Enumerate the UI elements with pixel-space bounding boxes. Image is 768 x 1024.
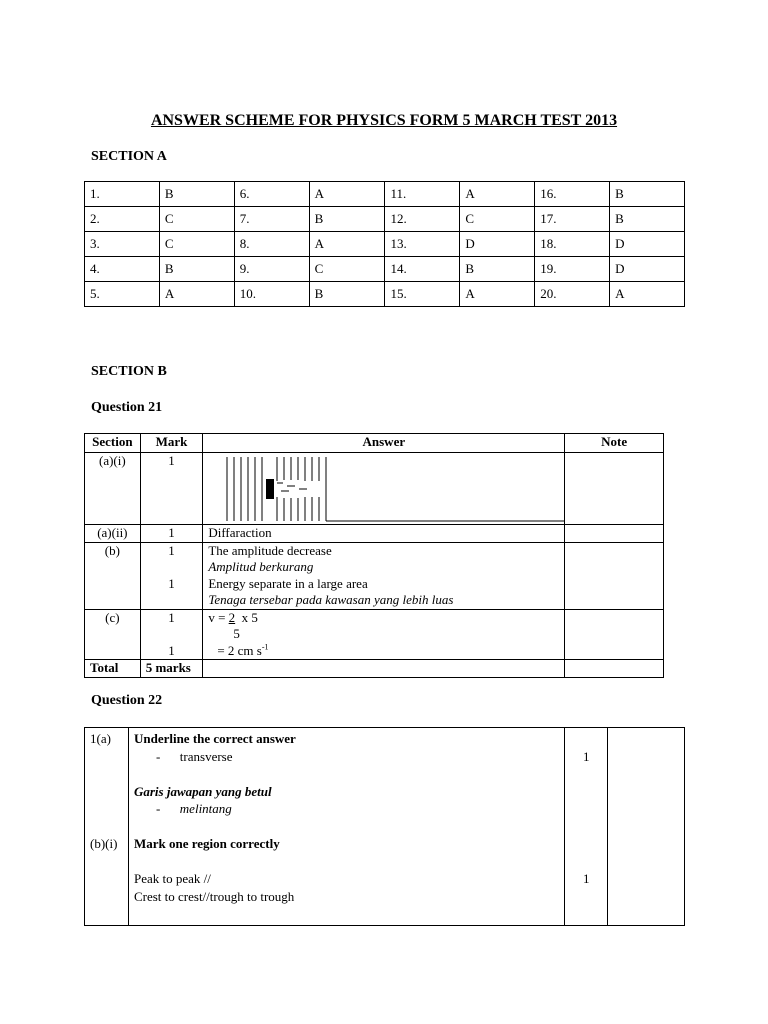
question-number-cell: 19. — [535, 257, 610, 282]
answer-line: Peak to peak // — [133, 871, 211, 886]
row-mark: 1 — [140, 525, 203, 543]
total-answer-empty — [203, 660, 565, 678]
row-section: (a)(ii) — [85, 525, 141, 543]
answer-cell: A — [309, 182, 385, 207]
answer-line: - transverse — [155, 748, 233, 764]
question-part: 1(a) — [90, 731, 111, 746]
fraction-denominator: 5 — [233, 626, 240, 641]
formula-result: = 2 cm s — [217, 642, 262, 658]
question-21-table — [84, 433, 664, 678]
barrier-block — [266, 479, 274, 499]
mark-value: 1 — [582, 871, 590, 886]
answer-line: Amplitud berkurang — [208, 559, 314, 574]
table-row — [85, 232, 685, 257]
row-answer: Diffaraction — [203, 525, 565, 543]
answer-line: - melintang — [155, 801, 232, 816]
answer-cell: B — [610, 207, 685, 232]
header-answer: Answer — [203, 434, 565, 453]
table-row — [85, 525, 664, 543]
question-number-cell: 6. — [234, 182, 309, 207]
row-section: (a)(i) — [85, 453, 141, 525]
answer-line: Tenaga tersebar pada kawasan yang lebih luas — [208, 592, 454, 607]
answer-cell: B — [309, 282, 385, 307]
question-number-cell: 7. — [234, 207, 309, 232]
answer-line: Garis jawapan yang betul — [133, 783, 272, 799]
question-number-cell: 1. — [85, 182, 160, 207]
table-row — [85, 282, 685, 307]
table-header-row — [85, 434, 664, 453]
wave-diagram-cell — [203, 453, 565, 525]
row-note — [565, 542, 664, 609]
answer-cell: B — [610, 182, 685, 207]
mark-value: 1 — [168, 542, 175, 558]
answer-cell: A — [309, 232, 385, 257]
section-a-table — [84, 181, 685, 307]
question-number-cell — [85, 728, 129, 926]
formula-times: x 5 — [235, 609, 258, 625]
table-row — [85, 207, 685, 232]
total-label: Total — [85, 660, 141, 678]
answer-cell: C — [159, 232, 234, 257]
table-row — [85, 542, 664, 609]
row-note — [565, 525, 664, 543]
answer-cell: D — [610, 232, 685, 257]
question-number-cell: 8. — [234, 232, 309, 257]
question-number-cell: 18. — [535, 232, 610, 257]
table-row — [85, 257, 685, 282]
question-number-cell: 4. — [85, 257, 160, 282]
answer-cell: D — [460, 232, 535, 257]
page-title: ANSWER SCHEME FOR PHYSICS FORM 5 MARCH TEST 2013 — [150, 112, 618, 129]
table-row — [85, 609, 664, 660]
question-21-heading: Question 21 — [91, 400, 163, 415]
header-mark: Mark — [140, 434, 203, 453]
answer-cell: C — [309, 257, 385, 282]
question-number-cell: 13. — [385, 232, 460, 257]
question-number-cell: 20. — [535, 282, 610, 307]
answer-line: Underline the correct answer — [133, 731, 296, 746]
total-note-empty — [565, 660, 664, 678]
mark-value: 1 — [168, 609, 175, 625]
question-number-cell: 17. — [535, 207, 610, 232]
question-number-cell: 15. — [385, 282, 460, 307]
answer-cell: C — [159, 207, 234, 232]
row-section: (b) — [85, 542, 141, 609]
row-mark: 1 — [140, 453, 203, 525]
answer-line: Crest to crest//trough to trough — [133, 888, 295, 904]
section-b-heading: SECTION B — [91, 364, 167, 379]
section-a-heading: SECTION A — [91, 149, 167, 164]
mark-value: 1 — [168, 642, 175, 658]
row-note — [565, 453, 664, 525]
table-row — [85, 453, 664, 525]
answer-cell: C — [460, 207, 535, 232]
row-mark — [140, 609, 203, 660]
answer-cell: D — [610, 257, 685, 282]
question-22-table — [84, 727, 685, 926]
answer-cell: A — [460, 282, 535, 307]
row-answer — [203, 609, 565, 660]
answer-line: Energy separate in a large area — [208, 575, 368, 591]
question-number-cell: 16. — [535, 182, 610, 207]
mark-value: 1 — [582, 748, 590, 764]
answer-cell: B — [159, 257, 234, 282]
header-section: Section — [85, 434, 141, 453]
total-marks: 5 marks — [140, 660, 203, 678]
row-mark — [140, 542, 203, 609]
question-number-cell: 2. — [85, 207, 160, 232]
answer-cell: A — [159, 282, 234, 307]
answer-cell: A — [610, 282, 685, 307]
answer-line: The amplitude decrease — [208, 542, 332, 558]
answer-cell: B — [460, 257, 535, 282]
formula-result-exponent: -1 — [261, 642, 269, 652]
table-row — [85, 728, 685, 926]
answer-cell — [128, 728, 564, 926]
table-row — [85, 182, 685, 207]
formula-result-line — [208, 643, 564, 660]
question-number-cell: 11. — [385, 182, 460, 207]
question-number-cell: 5. — [85, 282, 160, 307]
answer-cell: B — [309, 207, 385, 232]
question-22-heading: Question 22 — [91, 693, 163, 708]
formula-line — [208, 610, 564, 627]
question-number-cell: 10. — [234, 282, 309, 307]
diffraction-wave-diagram — [203, 453, 564, 524]
note-cell — [608, 728, 685, 926]
mark-value: 1 — [168, 575, 175, 591]
row-section: (c) — [85, 609, 141, 660]
row-answer — [203, 542, 565, 609]
answer-line: Mark one region correctly — [133, 836, 280, 851]
question-number-cell: 12. — [385, 207, 460, 232]
mark-cell — [565, 728, 608, 926]
question-part: (b)(i) — [90, 836, 118, 851]
question-number-cell: 3. — [85, 232, 160, 257]
formula-prefix: v = — [208, 609, 229, 625]
question-number-cell: 14. — [385, 257, 460, 282]
answer-cell: A — [460, 182, 535, 207]
fraction-numerator: 2 — [228, 609, 236, 625]
header-note: Note — [565, 434, 664, 453]
table-total-row — [85, 660, 664, 678]
row-note — [565, 609, 664, 660]
answer-cell: B — [159, 182, 234, 207]
question-number-cell: 9. — [234, 257, 309, 282]
